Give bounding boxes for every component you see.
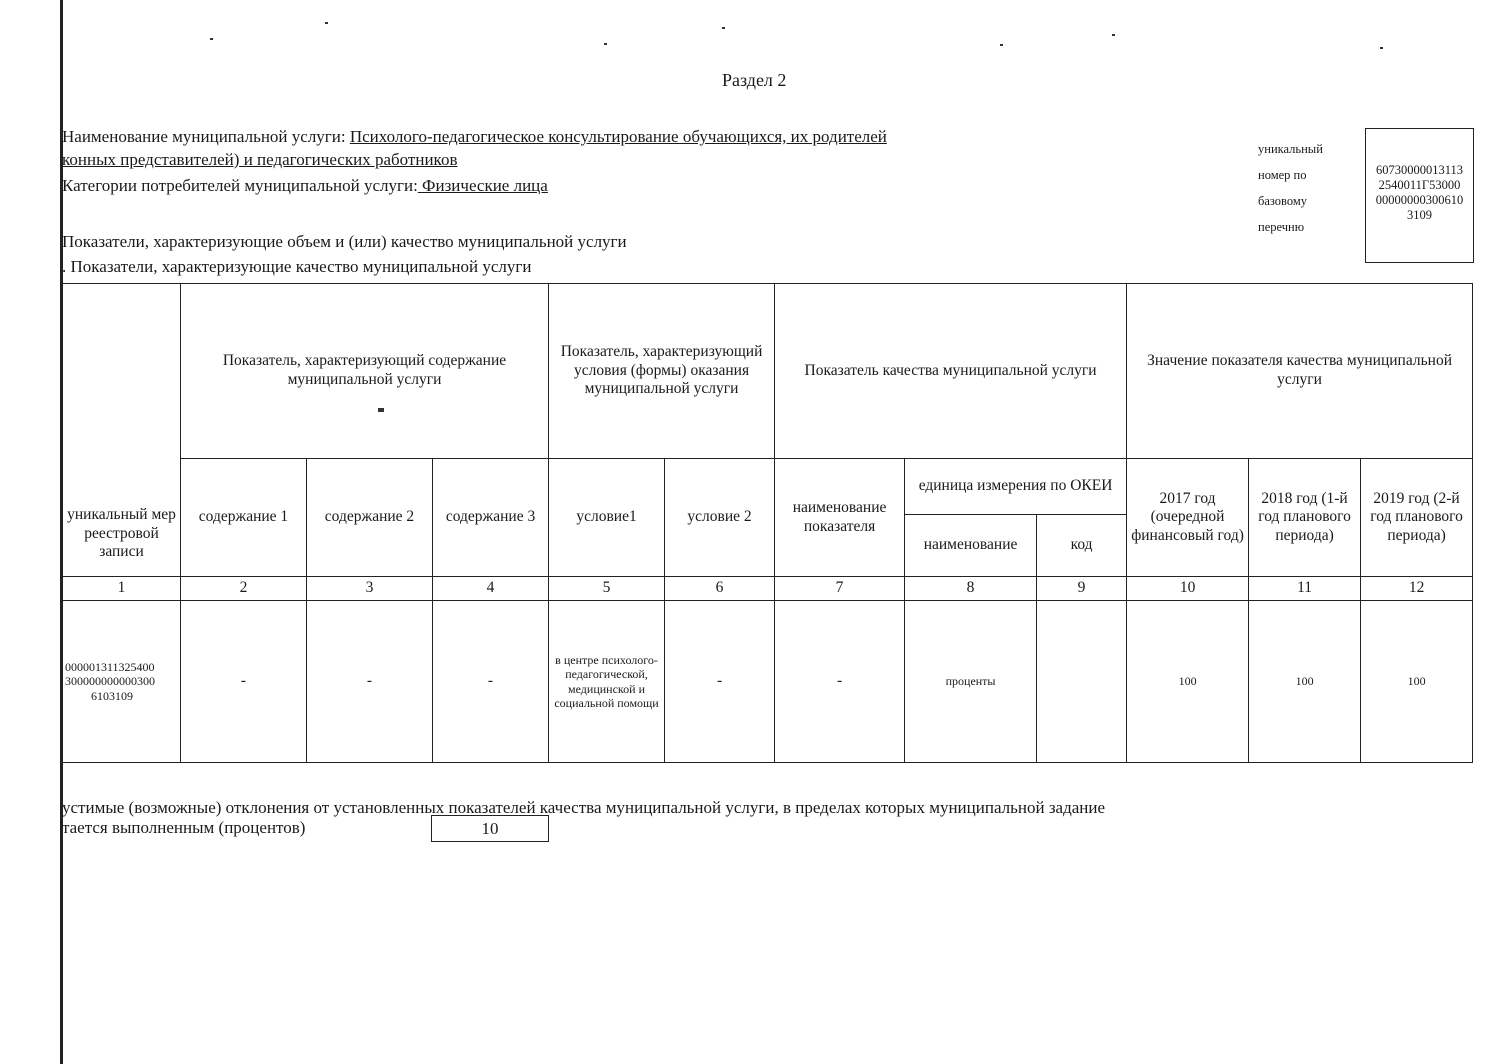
deviation-text-continuation: тается выполненным (процентов): [62, 818, 306, 837]
quality-indicator-header: Показатель качества муниципальной услуги: [775, 284, 1127, 459]
categories-value: Физические лица: [417, 176, 548, 195]
categories-label: Категории потребителей муниципальной услуги:: [62, 176, 418, 195]
scan-speck: [722, 27, 725, 29]
content-3-cell: -: [433, 601, 549, 763]
registry-number-cell: [63, 601, 181, 763]
registry-number-line: 300000000000300: [65, 674, 155, 689]
service-name-line: [62, 127, 887, 147]
unique-number-label-line: номер по: [1258, 168, 1307, 182]
unique-number-label-line: перечню: [1258, 220, 1305, 234]
column-number: 12: [1361, 577, 1473, 601]
content-1-header: содержание 1: [181, 459, 307, 577]
deviation-value-box: 10: [431, 815, 549, 842]
indicator-name-header: наименование показателя: [775, 459, 905, 577]
column-number: 3: [307, 577, 433, 601]
service-name-label: Наименование муниципальной услуги:: [62, 127, 350, 146]
section-title: Раздел 2: [722, 70, 787, 90]
service-name-value: Психолого-педагогическое консультирование обучающихся, их родителей: [349, 127, 887, 146]
value-2017-cell: 100: [1127, 601, 1249, 763]
condition-1-header: условие1: [549, 459, 665, 577]
unique-number-label-line: уникальный: [1258, 142, 1323, 156]
unique-number-value-line: 00000000300610: [1375, 193, 1464, 207]
unique-number-label: [1258, 136, 1323, 240]
year-2017-header: 2017 год (очередной финансовый год): [1127, 459, 1249, 577]
scan-speck: [210, 38, 213, 40]
unit-code-header: код: [1037, 515, 1127, 577]
unit-name-header: наименование: [905, 515, 1037, 577]
scan-speck: [325, 22, 328, 24]
column-number: 8: [905, 577, 1037, 601]
column-number: 5: [549, 577, 665, 601]
quality-heading: . Показатели, характеризующие качество муниципальной услуги: [62, 257, 532, 276]
indicator-name-cell: -: [775, 601, 905, 763]
column-number: 6: [665, 577, 775, 601]
column-number: 11: [1249, 577, 1361, 601]
deviation-text: устимые (возможные) отклонения от установленных показателей качества муниципальной услуги, в пределах которых муниципальной задание: [62, 798, 1106, 817]
value-2019-cell: 100: [1361, 601, 1473, 763]
column-number: 1: [63, 577, 181, 601]
scan-speck: [604, 43, 607, 45]
condition-2-header: условие 2: [665, 459, 775, 577]
table-row: [63, 601, 1473, 763]
unique-number-value-line: 60730000013113: [1375, 163, 1464, 177]
unit-code-cell: [1037, 601, 1127, 763]
column-number: 9: [1037, 577, 1127, 601]
column-number: 10: [1127, 577, 1249, 601]
unique-number-value-line: 2540011Г53000: [1378, 178, 1461, 192]
quality-indicators-table: [62, 283, 1473, 763]
registry-number-header: уникальный мер реестровой записи: [63, 284, 181, 577]
registry-number-line: 000001311325400: [65, 659, 155, 674]
column-number: 7: [775, 577, 905, 601]
unique-number-box: [1365, 128, 1474, 263]
unique-number-label-line: базовому: [1258, 194, 1308, 208]
value-2018-cell: 100: [1249, 601, 1361, 763]
registry-number-line: 6103109: [91, 688, 133, 703]
condition-2-cell: -: [665, 601, 775, 763]
content-2-header: содержание 2: [307, 459, 433, 577]
indicators-heading: Показатели, характеризующие объем и (или) качество муниципальной услуги: [62, 232, 627, 251]
content-indicator-header: Показатель, характеризующий содержание муниципальной услуги: [181, 284, 549, 459]
unique-number-value-line: 3109: [1407, 208, 1432, 222]
unique-number-value: [1366, 163, 1473, 223]
content-3-header: содержание 3: [433, 459, 549, 577]
unit-header: единица измерения по ОКЕИ: [905, 459, 1127, 515]
conditions-indicator-header: Показатель, характеризующий условия (формы) оказания муниципальной услуги: [549, 284, 775, 459]
quality-value-header: Значение показателя качества муниципальной услуги: [1127, 284, 1473, 459]
column-number: 2: [181, 577, 307, 601]
condition-1-cell: в центре психолого-педагогической, медицинской и социальной помощи: [549, 601, 665, 763]
unit-name-cell: проценты: [905, 601, 1037, 763]
column-number: 4: [433, 577, 549, 601]
content-1-cell: -: [181, 601, 307, 763]
column-numbers-row: [63, 577, 1473, 601]
scan-speck: [1380, 47, 1383, 49]
year-2018-header: 2018 год (1-й год планового периода): [1249, 459, 1361, 577]
service-name-continuation: конных представителей) и педагогических работников: [62, 150, 458, 169]
scan-speck: [1112, 34, 1115, 36]
scan-speck: [1000, 44, 1003, 46]
content-2-cell: -: [307, 601, 433, 763]
categories-line: [62, 176, 548, 196]
year-2019-header: 2019 год (2-й год планового периода): [1361, 459, 1473, 577]
